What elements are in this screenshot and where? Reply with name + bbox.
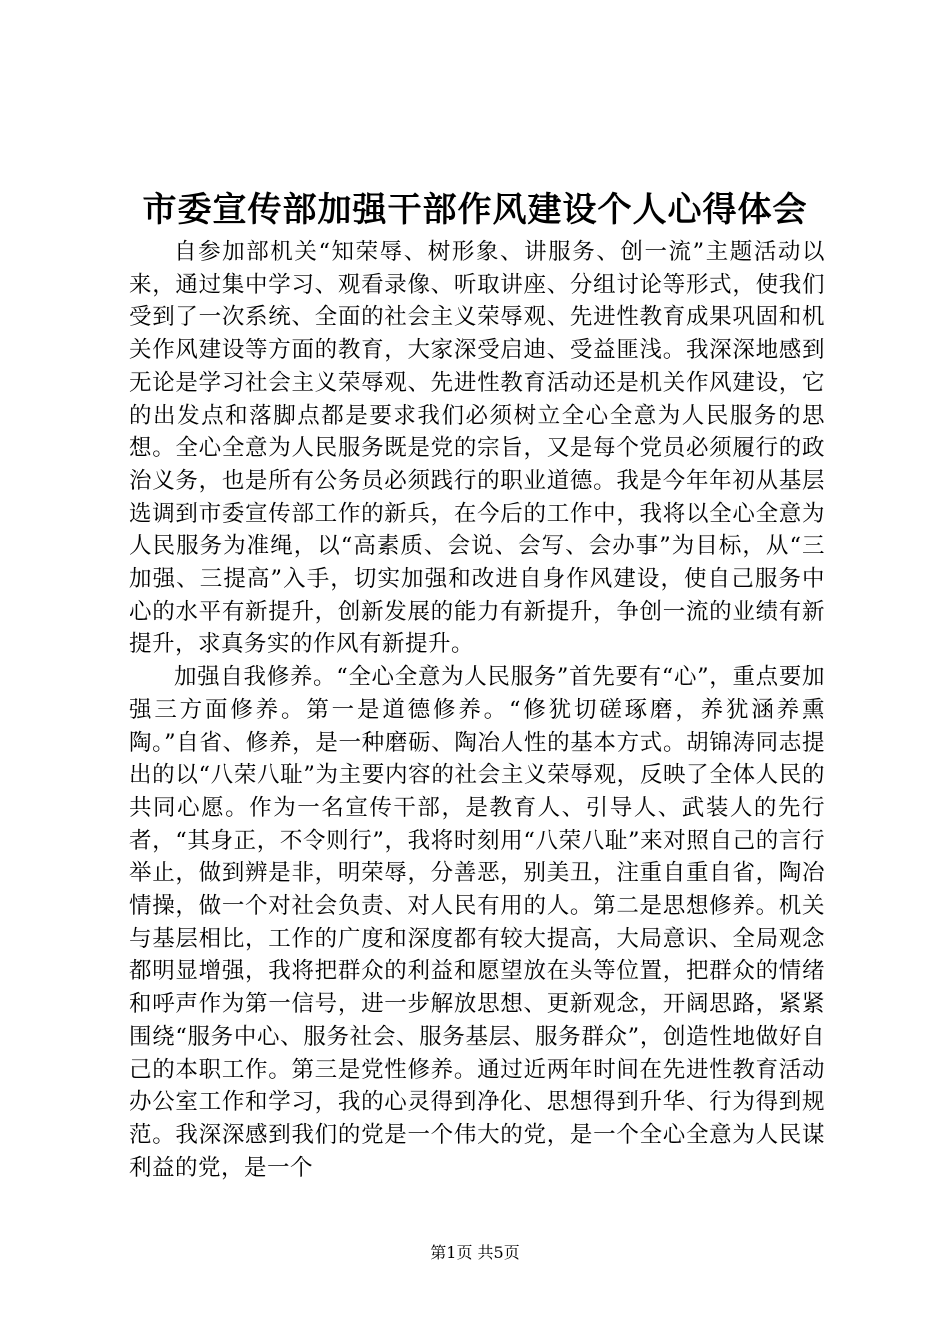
body-paragraph-2: 加强自我修养。“全心全意为人民服务”首先要有“心”，重点要加强三方面修养。第一是道德修养。“修犹切磋琢磨，养犹涵养熏陶。”自省、修养，是一种磨砺、陶冶人性的基本方式。胡锦涛同志提出的以“八荣八耻”为主要内容的社会主义荣辱观，反映了全体人民的共同心愿。作为一名宣传干部，是教育人、引导人、武装人的先行者，“其身正，不令则行”，我将时刻用“八荣八耻”来对照自己的言行举止，做到辨是非，明荣辱，分善恶，别美丑，注重自重自省，陶冶情操，做一个对社会负责、对人民有用的人。第二是思想修养。机关与基层相比，工作的广度和深度都有较大提高，大局意识、全局观念都明显增强，我将把群众的利益和愿望放在头等位置，把群众的情绪和呼声作为第一信号，进一步解放思想、更新观念，开阔思路，紧紧围绕“服务中心、服务社会、服务基层、服务群众”，创造性地做好自己的本职工作。第三是党性修养。通过近两年时间在先进性教育活动办公室工作和学习，我的心灵得到净化、思想得到升华、行为得到规范。我深深感到我们的党是一个伟大的党，是一个全心全意为人民谋利益的党，是一个	[129, 664, 825, 1181]
document-title: 市委宣传部加强干部作风建设个人心得体会	[142, 190, 808, 230]
page-number-footer: 第1页 共5页	[430, 1243, 520, 1262]
document-body	[129, 236, 825, 1184]
body-paragraph-1: 自参加部机关“知荣辱、树形象、讲服务、创一流”主题活动以来，通过集中学习、观看录像、听取讲座、分组讨论等形式，使我们受到了一次系统、全面的社会主义荣辱观、先进性教育成果巩固和机关作风建设等方面的教育，大家深受启迪、受益匪浅。我深深地感到无论是学习社会主义荣辱观、先进性教育活动还是机关作风建设，它的出发点和落脚点都是要求我们必须树立全心全意为人民服务的思想。全心全意为人民服务既是党的宗旨，又是每个党员必须履行的政治义务，也是所有公务员必须践行的职业道德。我是今年年初从基层选调到市委宣传部工作的新兵，在今后的工作中，我将以全心全意为人民服务为准绳，以“高素质、会说、会写、会办事”为目标，从“三加强、三提高”入手，切实加强和改进自身作风建设，使自己服务中心的水平有新提升，创新发展的能力有新提升，争创一流的业绩有新提升，求真务实的作风有新提升。	[129, 239, 825, 658]
